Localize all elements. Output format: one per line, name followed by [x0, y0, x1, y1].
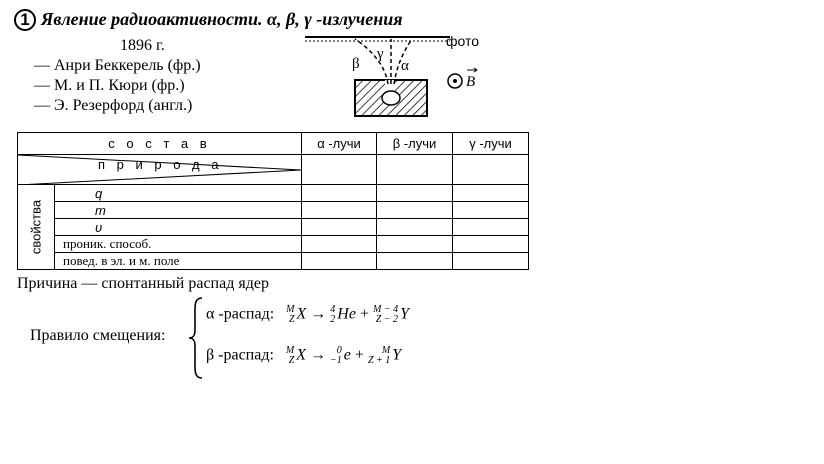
alpha-helium-symbol: He	[337, 305, 356, 323]
nature-header-cell	[18, 155, 302, 185]
property-charge: q	[55, 185, 302, 202]
discovery-year: 1896 г.	[120, 37, 165, 54]
property-field-behavior: повед. в эл. и м. поле	[55, 253, 302, 270]
properties-group-cell	[18, 185, 55, 270]
alpha-plus: +	[359, 305, 369, 323]
properties-label: свойства	[28, 199, 44, 255]
alpha-parent-symbol: X	[296, 305, 307, 323]
beta-electron-symbol: e	[343, 346, 351, 364]
discoverer-rutherford: — Э. Резерфорд (англ.)	[34, 97, 193, 114]
discoverer-curie: — М. и П. Кюри (фр.)	[34, 77, 185, 94]
radioactive-source	[382, 91, 400, 105]
alpha-label: α	[401, 58, 409, 74]
column-alpha: α -лучи	[302, 133, 377, 155]
beta-label: β	[352, 56, 360, 72]
page-title: Явление радиоактивности. α, β, γ -излучения	[41, 9, 403, 29]
property-mass: m	[55, 202, 302, 219]
alpha-daughter-symbol: Y	[400, 305, 409, 323]
property-penetration: проник. способ.	[55, 236, 302, 253]
beta-electron-indices: 0 −1	[330, 345, 342, 366]
property-velocity: υ	[55, 219, 302, 236]
alpha-parent-indices: M Z	[286, 304, 295, 325]
cause-text: Причина — спонтанный распад ядер	[17, 275, 269, 292]
alpha-arrow: →	[310, 305, 327, 323]
composition-label: с о с т а в	[108, 136, 211, 151]
beta-decay-label: β -распад:	[206, 346, 274, 364]
nature-label: п р и р о д а	[98, 157, 223, 172]
dot-in-circle-icon	[448, 74, 462, 88]
alpha-helium-indices: 4 2	[330, 304, 336, 325]
column-beta: β -лучи	[377, 133, 453, 155]
radiation-deflection-diagram	[300, 24, 500, 124]
alpha-decay-label: α -распад:	[206, 305, 275, 323]
column-gamma: γ -лучи	[453, 133, 529, 155]
beta-arrow: →	[310, 346, 327, 364]
alpha-daughter-indices: M − 4 Z − 2	[372, 304, 399, 325]
displacement-rule-label: Правило смещения:	[30, 327, 166, 344]
beta-parent-symbol: X	[296, 346, 307, 364]
discoverer-becquerel: — Анри Беккерель (фр.)	[34, 57, 201, 74]
radiation-properties-table	[17, 132, 529, 270]
beta-daughter-symbol: Y	[392, 346, 402, 364]
photo-label: фото	[446, 33, 480, 49]
gamma-label: γ	[377, 46, 384, 62]
curly-brace	[188, 296, 204, 380]
composition-header-cell	[18, 133, 302, 155]
beta-daughter-indices: M Z + 1	[367, 345, 391, 366]
field-label: B	[466, 74, 476, 90]
beta-plus: +	[354, 346, 364, 364]
beta-parent-indices: M Z	[285, 345, 295, 366]
alpha-decay-line	[206, 305, 409, 325]
beta-decay-line	[206, 346, 401, 366]
section-number: 1	[14, 9, 36, 31]
